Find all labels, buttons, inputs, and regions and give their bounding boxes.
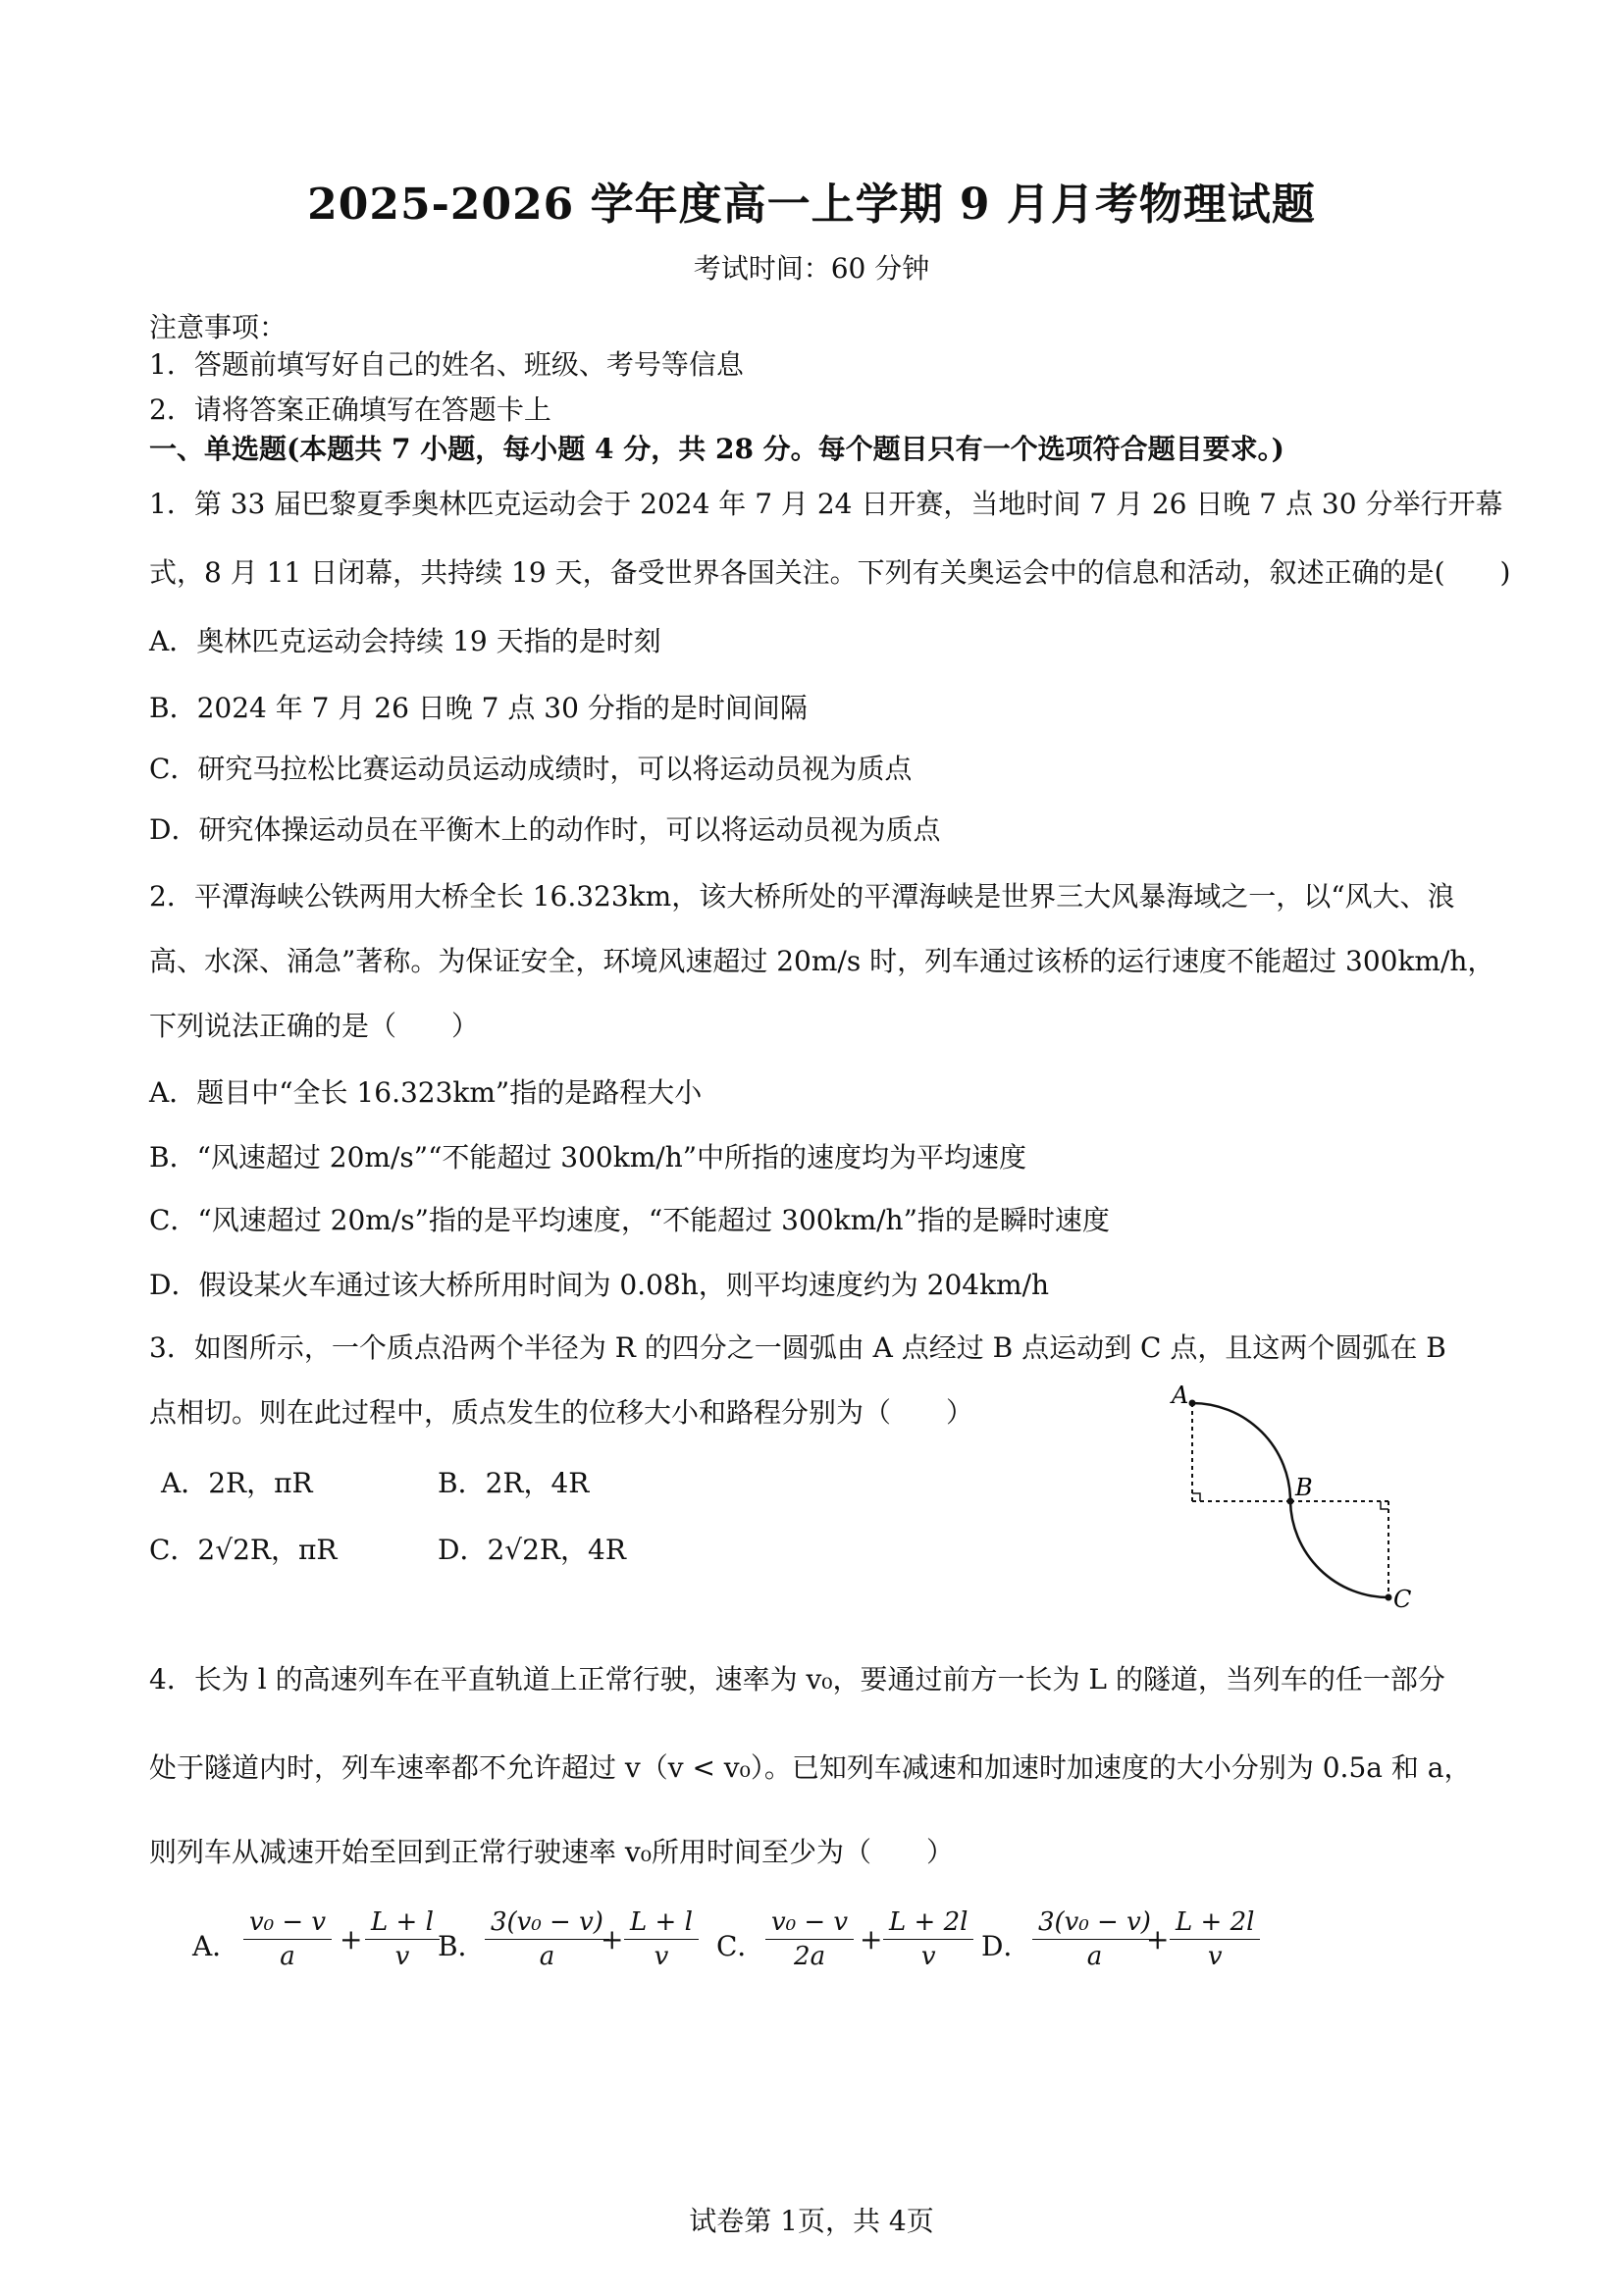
q2-stem-line2: 高、水深、涌急”著称。为保证安全，环境风速超过 20m/s 时，列车通过该桥的运行速度不能超过 300km/h， — [149, 945, 1495, 977]
q3-arc-figure — [1158, 1374, 1423, 1609]
q4-stem-line2: 处于隧道内时，列车速率都不允许超过 v（v < v₀）。已知列车减速和加速时加速度的大小分别为 0.5a 和 a， — [149, 1751, 1472, 1784]
q4-option-d-frac1: $\frac{\text{3(v₀ − v)}}{a}$ — [1032, 1905, 1157, 1973]
exam-time: 考试时间：60 分钟 — [693, 252, 930, 285]
q4-option-c-label: C． — [716, 1930, 765, 1962]
q2-option-b: B．“风速超过 20m/s”“不能超过 300km/h”中所指的速度均为平均速度 — [149, 1141, 1027, 1174]
q2-option-d: D．假设某火车通过该大桥所用时间为 0.08h，则平均速度约为 204km/h — [149, 1269, 1050, 1301]
q1-option-d: D．研究体操运动员在平衡木上的动作时，可以将运动员视为质点 — [149, 813, 941, 846]
q4-option-b-plus: + — [601, 1923, 624, 1956]
q4-option-d-plus: + — [1146, 1923, 1170, 1956]
q2-option-a: A．题目中“全长 16.323km”指的是路程大小 — [149, 1076, 703, 1109]
q4-option-d-frac2: $\frac{L + 2l}{v}$ — [1170, 1905, 1260, 1973]
q1-option-a: A．奥林匹克运动会持续 19 天指的是时刻 — [149, 625, 661, 657]
q4-stem-line1: 4．长为 l 的高速列车在平直轨道上正常行驶，速率为 v₀，要通过前方一长为 L 的隧道，当列车的任一部分 — [149, 1663, 1445, 1696]
label-b: B — [1295, 1474, 1313, 1501]
q4-option-b-label: B． — [438, 1930, 486, 1962]
q4-option-c-frac2: $\frac{L + 2l}{v}$ — [883, 1905, 973, 1973]
q1-option-b: B．2024 年 7 月 26 日晚 7 点 30 分指的是时间间隔 — [149, 692, 808, 724]
label-c: C — [1393, 1586, 1412, 1609]
q2-stem-line3: 下列说法正确的是（ ） — [149, 1010, 480, 1042]
q1-option-c: C．研究马拉松比赛运动员运动成绩时，可以将运动员视为质点 — [149, 753, 913, 785]
q4-option-a-frac1: $\frac{\text{v₀ − v}}{a}$ — [243, 1905, 332, 1973]
q2-option-c: C．“风速超过 20m/s”指的是平均速度，“不能超过 300km/h”指的是瞬时速度 — [149, 1204, 1110, 1236]
page-title: 2025-2026 学年度高一上学期 9 月月考物理试题 — [307, 180, 1316, 230]
label-a: A — [1172, 1382, 1189, 1409]
q3-stem-line2: 点相切。则在此过程中，质点发生的位移大小和路程分别为（ ） — [149, 1396, 974, 1429]
section-heading: 一、单选题(本题共 7 小题，每小题 4 分，共 28 分。每个题目只有一个选项符合题目要求。) — [149, 433, 1284, 465]
q3-option-b: B．2R，4R — [438, 1467, 590, 1499]
q4-option-c-plus: + — [860, 1923, 883, 1956]
q3-stem-line1: 3．如图所示，一个质点沿两个半径为 R 的四分之一圆弧由 A 点经过 B 点运动到 C 点，且这两个圆弧在 B — [149, 1331, 1446, 1364]
q3-option-d: D．2√2R，4R — [438, 1534, 626, 1566]
page-footer: 试卷第 1页，共 4页 — [689, 2205, 934, 2237]
q3-option-a: A．2R，πR — [161, 1467, 313, 1499]
q4-option-a-label: A． — [192, 1930, 240, 1962]
q4-option-c-frac1: $\frac{\text{v₀ − v}}{2a}$ — [765, 1905, 854, 1973]
note-item-2: 2．请将答案正确填写在答题卡上 — [149, 393, 551, 426]
q4-option-b-frac1: $\frac{\text{3(v₀ − v)}}{a}$ — [485, 1905, 609, 1973]
notes-heading: 注意事项： — [149, 311, 288, 343]
q4-option-a-plus: + — [340, 1923, 363, 1956]
note-item-1: 1．答题前填写好自己的姓名、班级、考号等信息 — [149, 348, 744, 381]
q4-option-d-label: D． — [981, 1930, 1031, 1962]
q2-stem-line1: 2．平潭海峡公铁两用大桥全长 16.323km，该大桥所处的平潭海峡是世界三大风暴海域之一，以“风大、浪 — [149, 880, 1455, 913]
q1-stem-line1: 1．第 33 届巴黎夏季奥林匹克运动会于 2024 年 7 月 24 日开赛，当地时间 7 月 26 日晚 7 点 30 分举行开幕 — [149, 488, 1503, 520]
q1-stem-line2: 式，8 月 11 日闭幕，共持续 19 天，备受世界各国关注。下列有关奥运会中的信息和活动，叙述正确的是( ) — [149, 556, 1511, 589]
q4-option-a-frac2: $\frac{L + l}{v}$ — [365, 1905, 440, 1973]
q4-stem-line3: 则列车从减速开始至回到正常行驶速率 v₀所用时间至少为（ ） — [149, 1836, 954, 1868]
q3-option-c: C．2√2R，πR — [149, 1534, 338, 1566]
q4-option-b-frac2: $\frac{L + l}{v}$ — [624, 1905, 699, 1973]
